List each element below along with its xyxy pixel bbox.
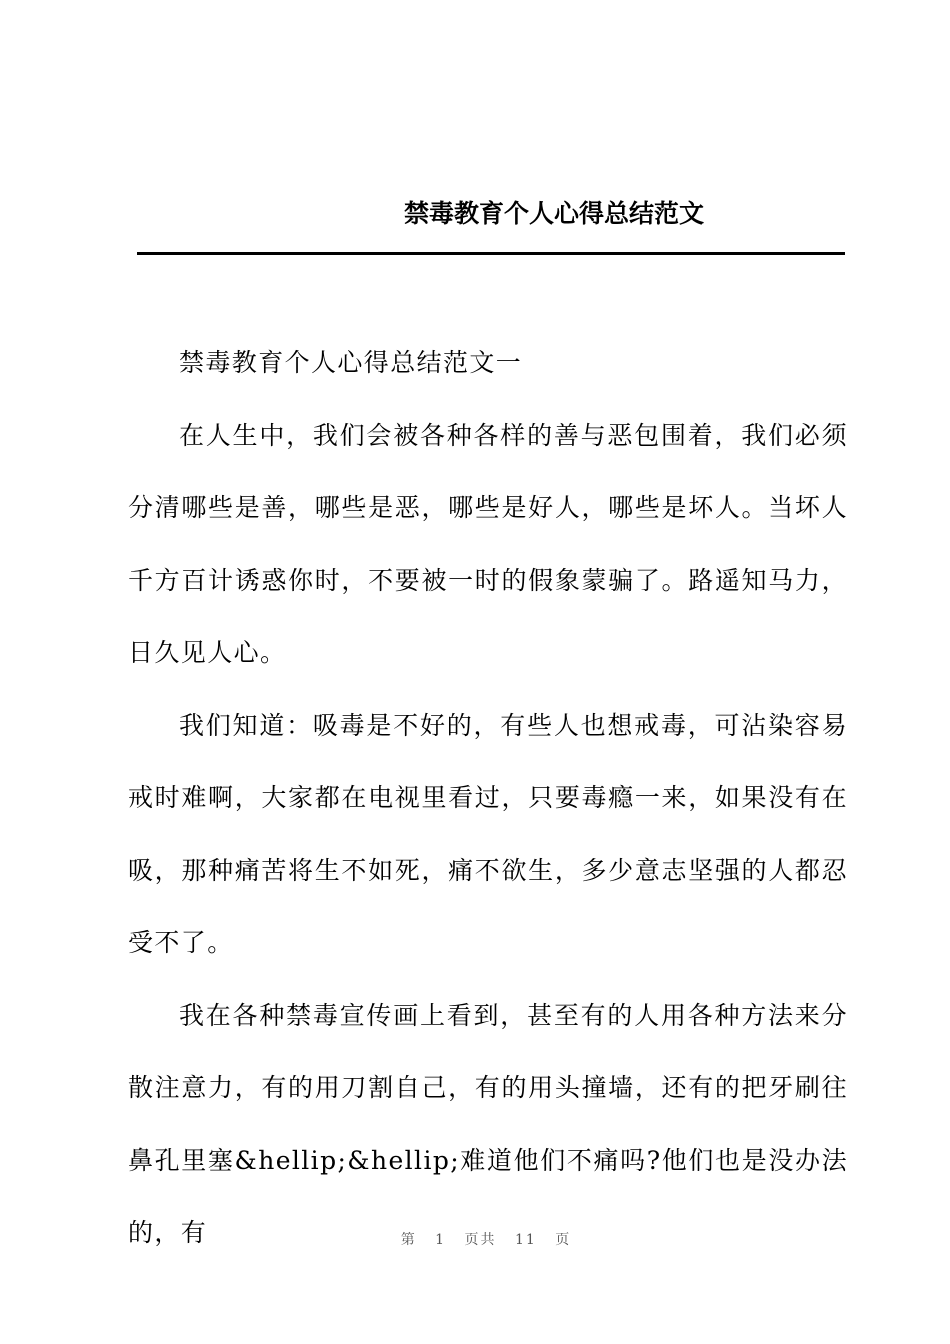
- title-divider: [137, 252, 845, 255]
- page-number: 第 1 页共 11 页: [400, 1232, 572, 1248]
- section-heading: 禁毒教育个人心得总结范文一: [179, 348, 523, 377]
- paragraph: 我们知道：吸毒是不好的，有些人也想戒毒，可沾染容易戒时难啊，大家都在电视里看过，只要毒瘾一来，如果没有在吸，那种痛苦将生不如死，痛不欲生，多少意志坚强的人都忍受不了。: [128, 710, 848, 957]
- paragraph: 我在各种禁毒宣传画上看到，甚至有的人用各种方法来分散注意力，有的用刀割自己，有的用头撞墙，还有的把牙刷往鼻孔里塞&hellip;&hellip;难道他们不痛吗?他们也是没办法的，有: [128, 1000, 848, 1247]
- paragraph: 在人生中，我们会被各种各样的善与恶包围着，我们必须分清哪些是善，哪些是恶，哪些是好人，哪些是坏人。当坏人千方百计诱惑你时，不要被一时的假象蒙骗了。路遥知马力，日久见人心。: [128, 420, 848, 667]
- document-title: 禁毒教育个人心得总结范文: [403, 199, 704, 228]
- document-body: [128, 327, 848, 1270]
